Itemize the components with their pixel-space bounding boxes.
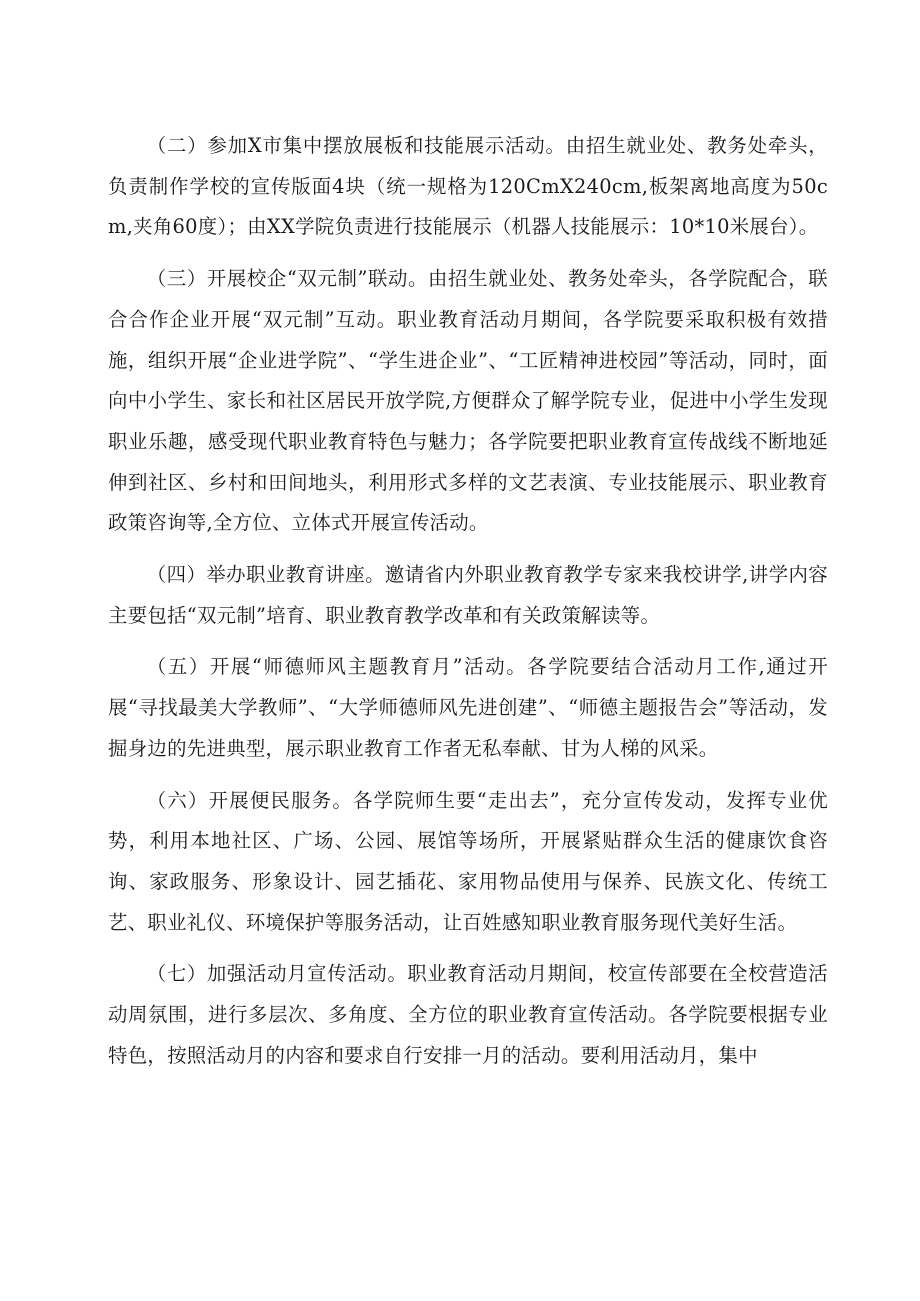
document-body [108, 126, 828, 1087]
paragraph-2-exhibition: （二）参加X市集中摆放展板和技能展示活动。由招生就业处、教务处牵头，负责制作学校的宣传版面4块（统一规格为120CmX240cm,板架离地高度为50cm,夹角60度）；由XX学院负责进行技能展示（机器人技能展示：10*10米展台）。 [108, 134, 828, 239]
paragraph-3-dual-system: （三）开展校企“双元制”联动。由招生就业处、教务处牵头，各学院配合，联合合作企业开展“双元制”互动。职业教育活动月期间，各学院要采取积极有效措施，组织开展“企业进学院”、“学生进企业”、“工匠精神进校园”等活动，同时，面向中小学生、家长和社区居民开放学院,方便群众了解学院专业，促进中小学生发现职业乐趣，感受现代职业教育特色与魅力；各学院要把职业教育宣传战线不断地延伸到社区、乡村和田间地头，利用形式多样的文艺表演、专业技能展示、职业教育政策咨询等,全方位、立体式开展宣传活动。 [108, 267, 828, 535]
paragraph-4-lecture: （四）举办职业教育讲座。邀请省内外职业教育教学专家来我校讲学,讲学内容主要包括“双元制”培育、职业教育教学改革和有关政策解读等。 [108, 563, 828, 627]
paragraph-5-teacher-ethics: （五）开展“师德师风主题教育月”活动。各学院要结合活动月工作,通过开展“寻找最美大学教师”、“大学师德师风先进创建”、“师德主题报告会”等活动，发掘身边的先进典型，展示职业教育工作者无私奉献、甘为人梯的风采。 [108, 655, 828, 760]
paragraph-6-public-service: （六）开展便民服务。各学院师生要“走出去”，充分宣传发动，发挥专业优势，利用本地社区、广场、公园、展馆等场所，开展紧贴群众生活的健康饮食咨询、家政服务、形象设计、园艺插花、家用物品使用与保养、民族文化、传统工艺、职业礼仪、环境保护等服务活动，让百姓感知职业教育服务现代美好生活。 [108, 788, 828, 934]
paragraph-7-publicity: （七）加强活动月宣传活动。职业教育活动月期间，校宣传部要在全校营造活动周氛围，进行多层次、多角度、全方位的职业教育宣传活动。各学院要根据专业特色，按照活动月的内容和要求自行安排一月的活动。要利用活动月，集中 [108, 962, 828, 1067]
